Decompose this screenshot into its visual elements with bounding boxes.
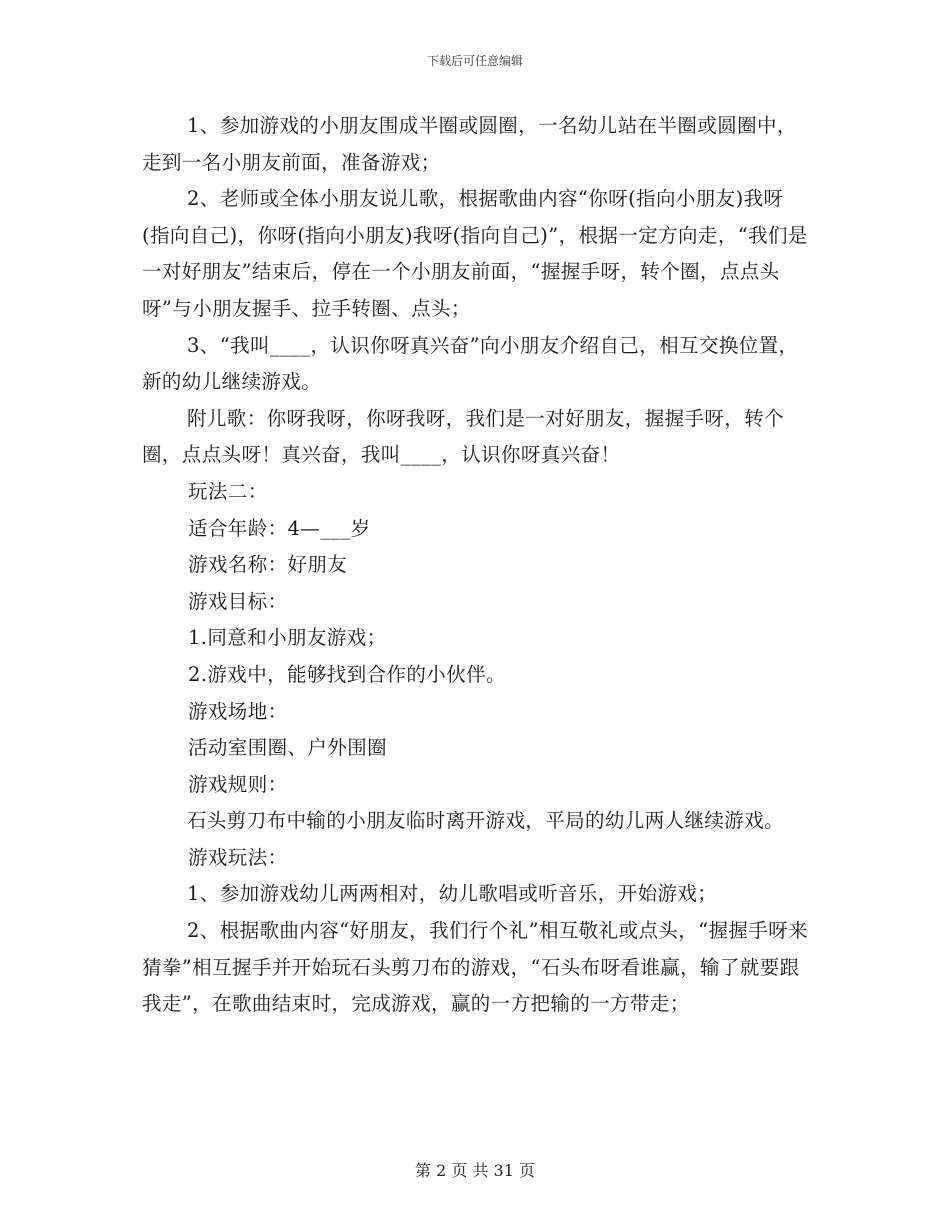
paragraph-play-step-2: 2、根据歌曲内容“好朋友，我们行个礼”相互敬礼或点头，“握握手呀来猜拳”相互握手并开始玩石头剪刀布的游戏，“石头布呀看谁赢，输了就要跟我走”，在歌曲结束时，完成游戏，赢的一方把输的一方带走；	[142, 919, 809, 1016]
paragraph-step-2: 2、老师或全体小朋友说儿歌，根据歌曲内容“你呀(指向小朋友)我呀(指向自己)，你呀(指向小朋友)我呀(指向自己)”，根据一定方向走，“我们是一对好朋友”结束后，停在一个小朋友前面，“握握手呀，转个圈，点点头呀”与小朋友握手、拉手转圈、点头；	[142, 187, 808, 320]
heading-game-venue: 游戏场地：	[188, 699, 288, 723]
page-header-note: 下载后可任意编辑	[426, 54, 523, 68]
heading-game-play: 游戏玩法：	[188, 845, 288, 869]
heading-method-two: 玩法二：	[188, 479, 268, 503]
text-goal-2: 2.游戏中，能够找到合作的小伙伴。	[188, 662, 506, 686]
heading-game-goals: 游戏目标：	[188, 589, 288, 613]
paragraph-step-1: 1、参加游戏的小朋友围成半圈或圆圈，一名幼儿站在半圈或圆圈中，走到一名小朋友前面，准备游戏；	[142, 114, 797, 174]
paragraph-song: 附儿歌：你呀我呀，你呀我呀，我们是一对好朋友，握握手呀，转个圈，点点头呀！真兴奋，我叫____，认识你呀真兴奋！	[142, 406, 785, 467]
text-venue: 活动室围圈、户外围圈	[188, 736, 388, 760]
text-suitable-age: 适合年龄：4—___岁	[188, 516, 371, 540]
paragraph-rules: 石头剪刀布中输的小朋友临时离开游戏，平局的幼儿两人继续游戏。	[187, 809, 785, 833]
heading-game-rules: 游戏规则：	[188, 772, 288, 796]
paragraph-step-3: 3、“我叫____，认识你呀真兴奋”向小朋友介绍自己，相互交换位置，新的幼儿继续游戏。	[142, 333, 799, 394]
document-body	[142, 108, 810, 1023]
paragraph-play-step-1: 1、参加游戏幼儿两两相对，幼儿歌唱或听音乐，开始游戏；	[187, 882, 718, 906]
text-goal-1: 1.同意和小朋友游戏；	[188, 626, 387, 650]
page-number: 第 2 页 共 31 页	[415, 1161, 535, 1180]
text-game-name: 游戏名称：好朋友	[188, 553, 348, 577]
